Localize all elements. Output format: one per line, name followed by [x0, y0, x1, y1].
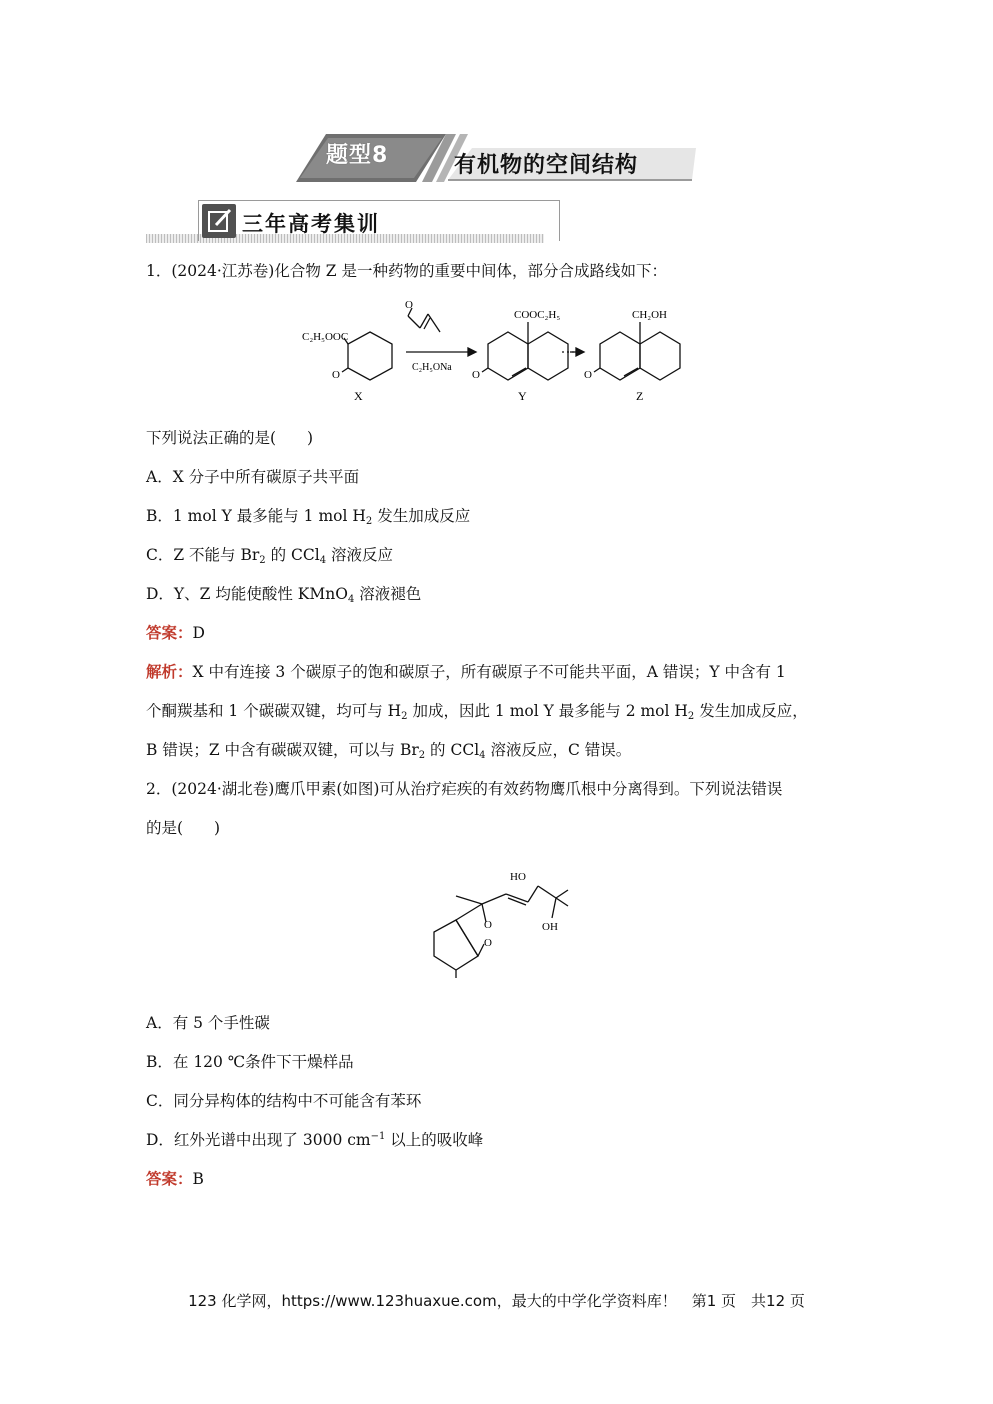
x-ketone-o: O: [332, 369, 340, 381]
label-x: X: [354, 389, 363, 403]
q1-ask: 下列说法正确的是( ): [146, 429, 314, 447]
topic-type-label: 题型8: [326, 143, 389, 168]
z-ketone-o: O: [584, 369, 592, 381]
hydroxyl-bottom: OH: [542, 921, 558, 933]
q1-option-d: D．Y、Z 均能使酸性 KMnO$_4$ 溶液褪色: [146, 585, 422, 605]
section-header: [146, 200, 546, 246]
q1-reaction-figure: [300, 298, 700, 406]
q1-option-a: A．X 分子中所有碳原子共平面: [146, 468, 360, 486]
q1-explanation-line1: 解析：X 中有连接 3 个碳原子的饱和碳原子，所有碳原子不可能共平面，A 错误；Y 中含有 1: [146, 662, 786, 681]
reagent-o: O: [405, 299, 413, 311]
q2-option-d: D．红外光谱中出现了 3000 $cm^{-1}$ 以上的吸收峰: [146, 1131, 484, 1149]
q1-option-b: B．1 mol Y 最多能与 1 mol $H_2$ 发生加成反应: [146, 507, 471, 527]
peroxide-o2: O: [484, 937, 492, 949]
q2-option-c: C．同分异构体的结构中不可能含有苯环: [146, 1092, 422, 1110]
q2-option-b: B．在 120 ℃条件下干燥样品: [146, 1053, 354, 1071]
q1-option-c: C．Z 不能与 $Br_2$ 的 CCl$_4$ 溶液反应: [146, 546, 394, 566]
x-ester-label: C₂H₅OOC: [302, 331, 349, 343]
q1-stem: 1．(2024·江苏卷)化合物 Z 是一种药物的重要中间体，部分合成路线如下：: [146, 262, 667, 280]
q1-answer: 答案：D: [146, 623, 205, 642]
pencil-edit-icon: [202, 204, 236, 238]
peroxide-o1: O: [484, 919, 492, 931]
q2-answer: 答案：B: [146, 1169, 204, 1188]
y-ester-label: COOC₂H₅: [514, 309, 561, 321]
hydroxyl-top: HO: [510, 871, 526, 883]
z-alcohol-label: CH₂OH: [632, 309, 668, 321]
section-label: 三年高考集训: [242, 212, 380, 236]
q2-stem-line2: 的是( ): [146, 819, 221, 837]
q1-explanation-line3: B 错误；Z 中含有碳碳双键，可以与 $Br_2$ 的 CCl$_4$ 溶液反应，C 错误。: [146, 741, 632, 761]
reagent-label: C₂H₅ONa: [412, 362, 452, 373]
q2-option-a: A．有 5 个手性碳: [146, 1014, 270, 1032]
topic-banner: [296, 128, 696, 186]
label-z: Z: [636, 389, 644, 403]
label-y: Y: [518, 389, 527, 403]
y-ketone-o: O: [472, 369, 480, 381]
page-footer: 123 化学网，https://www.123huaxue.com，最大的中学化学资料库！ 第1 页 共12 页: [188, 1292, 805, 1310]
topic-title: 有机物的空间结构: [454, 153, 639, 178]
q2-stem-line1: 2．(2024·湖北卷)鹰爪甲素(如图)可从治疗疟疾的有效药物鹰爪根中分离得到。下列说法错误: [146, 780, 783, 798]
q2-structure-figure: [420, 862, 600, 982]
q1-explanation-line2: 个酮羰基和 1 个碳碳双键，均可与 $H_2$ 加成，因此 1 mol Y 最多能与 2 mol $H_2$ 发生加成反应，: [146, 702, 808, 722]
